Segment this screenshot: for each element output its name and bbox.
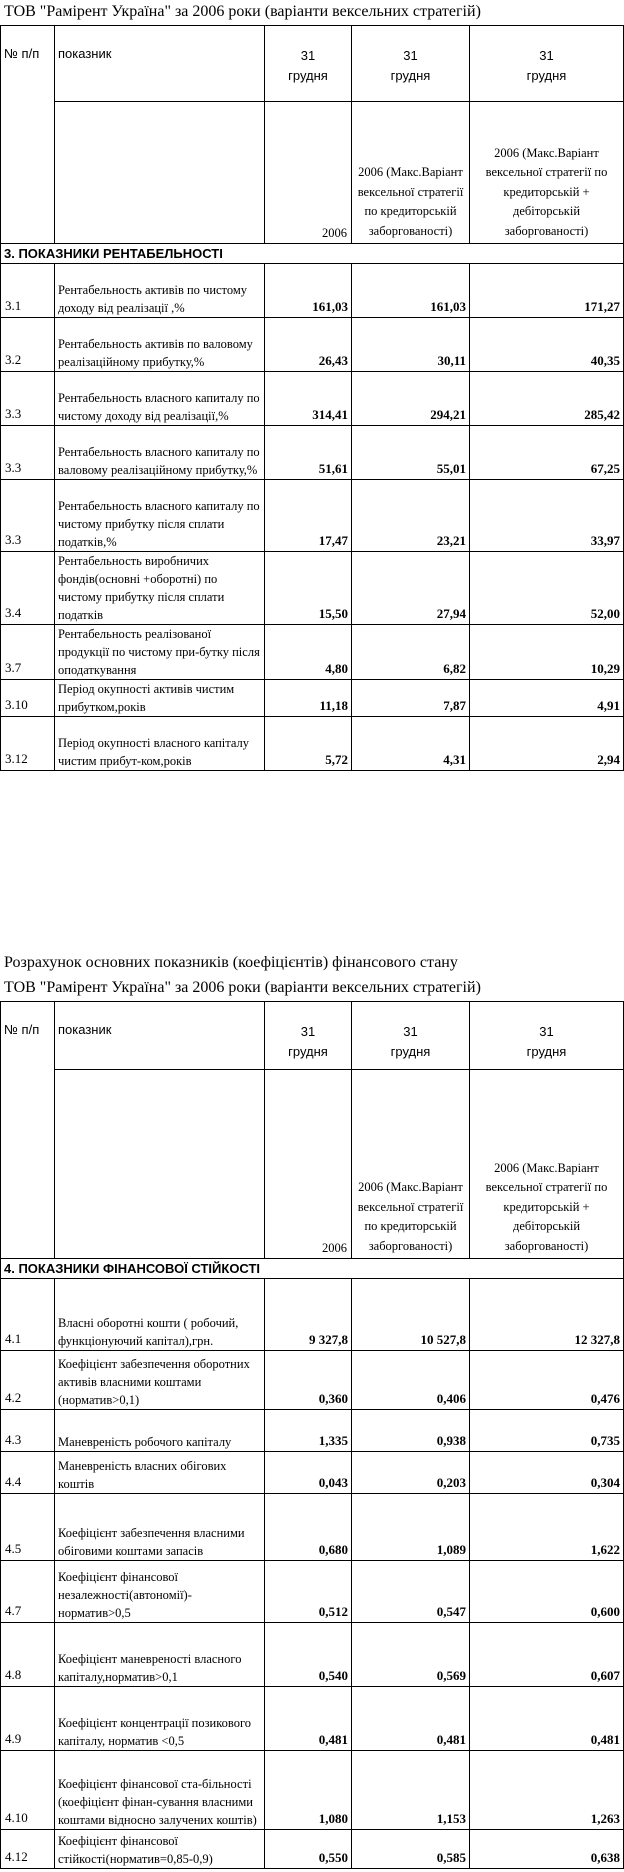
section-title-profitability: 3. ПОКАЗНИКИ РЕНТАБЕЛЬНОСТІ	[1, 244, 624, 264]
financial-stability-table	[0, 1001, 624, 1869]
header-year-col1: 2006	[265, 102, 352, 244]
table-row: 4.3 Маневреність робочого капіталу 1,335 0,938 0,735	[1, 1410, 624, 1452]
section-title-financial-stability: 4. ПОКАЗНИКИ ФІНАНСОВОЇ СТІЙКОСТІ	[1, 1259, 624, 1279]
table-row: 3.1 Рентабельность активів по чистому доходу від реалізації ,% 161,03 161,03 171,27	[1, 264, 624, 318]
table-row: 4.12 Коефіцієнт фінансової стійкості(норматив=0,85-0,9) 0,550 0,585 0,638	[1, 1830, 624, 1869]
header-note-col2: 2006 (Макс.Варіант вексельної стратегії по кредиторській заборгованості)	[352, 102, 470, 244]
header-year-col1: 2006	[265, 1070, 352, 1259]
header-date-col3: 31 грудня	[470, 26, 624, 102]
table-row: 4.1 Власні оборотні кошти ( робочий, функціонуючий капітал),грн. 9 327,8 10 527,8 12 327,8	[1, 1279, 624, 1351]
document-title-1: ТОВ "Раміpент Україна" за 2006 роки (варіанти вексельних стратегій)	[4, 3, 481, 20]
header-date-col1: 31 грудня	[265, 1002, 352, 1070]
table-row: 4.8 Коефіцієнт маневреності власного капіталу,норматив>0,1 0,540 0,569 0,607	[1, 1623, 624, 1687]
header-indicator: показник	[55, 1002, 265, 1070]
document-title-2: ТОВ "Раміpент Україна" за 2006 роки (варіанти вексельних стратегій)	[4, 979, 481, 996]
table-row: 3.4 Рентабельность виробничих фондів(основні +оборотні) по чистому прибутку після сплати податків 15,50 27,94 52,00	[1, 552, 624, 625]
table-row: 4.2 Коефіцієнт забезпечення оборотних активів власними коштами (норматив>0,1) 0,360 0,406 0,476	[1, 1351, 624, 1410]
table-row: 3.3 Рентабельность власного капиталу по валовому реалізаційному прибутку,% 51,61 55,01 67,25	[1, 426, 624, 480]
header-indicator-blank	[55, 102, 265, 244]
header-date-col3: 31 грудня	[470, 1002, 624, 1070]
table-row: 4.7 Коефіцієнт фінансової незалежності(автономії)-норматив>0,5 0,512 0,547 0,600	[1, 1561, 624, 1623]
header-note-col3: 2006 (Макс.Варіант вексельної стратегії по кредиторській + дебіторській заборгованості)	[470, 1070, 624, 1259]
profitability-table	[0, 25, 624, 771]
document-intro-2: Розрахунок основних показників (коефіцієнтів) фінансового стану	[4, 954, 458, 971]
table-row: 3.7 Рентабельность реалізованої продукції по чистому при-бутку після оподаткування 4,80 6,82 10,29	[1, 625, 624, 680]
table-row: 3.12 Період окупності власного капіталу чистим прибут-ком,років 5,72 4,31 2,94	[1, 717, 624, 771]
table-row: 3.3 Рентабельность власного капиталу по чистому доходу від реалізації,% 314,41 294,21 285,42	[1, 372, 624, 426]
header-date-col1: 31 грудня	[265, 26, 352, 102]
table-row: 4.10 Коефіцієнт фінансової ста-більності (коефіцієнт фінан-сування власними коштами відносно залучених коштів) 1,080 1,153 1,263	[1, 1751, 624, 1830]
header-number: № п/п	[1, 1002, 55, 1259]
table-row: 4.5 Коефіцієнт забезпечення власними обіговими коштами запасів 0,680 1,089 1,622	[1, 1494, 624, 1561]
header-date-col2: 31 грудня	[352, 1002, 470, 1070]
table-row: 4.4 Маневреність власних обігових коштів 0,043 0,203 0,304	[1, 1452, 624, 1494]
table-row: 3.3 Рентабельность власного капиталу по чистому прибутку після сплати податків,% 17,47 23,21 33,97	[1, 480, 624, 552]
header-indicator: показник	[55, 26, 265, 102]
header-date-col2: 31 грудня	[352, 26, 470, 102]
header-indicator-blank	[55, 1070, 265, 1259]
table-row: 4.9 Коефіцієнт концентрації позикового капіталу, норматив <0,5 0,481 0,481 0,481	[1, 1687, 624, 1751]
table-row: 3.2 Рентабельность активів по валовому реалізаційному прибутку,% 26,43 30,11 40,35	[1, 318, 624, 372]
header-number: № п/п	[1, 26, 55, 244]
header-note-col2: 2006 (Макс.Варіант вексельної стратегії по кредиторській заборгованості)	[352, 1070, 470, 1259]
header-note-col3: 2006 (Макс.Варіант вексельної стратегії по кредиторській + дебіторській заборгованості)	[470, 102, 624, 244]
table-row: 3.10 Період окупності активів чистим прибутком,років 11,18 7,87 4,91	[1, 680, 624, 717]
